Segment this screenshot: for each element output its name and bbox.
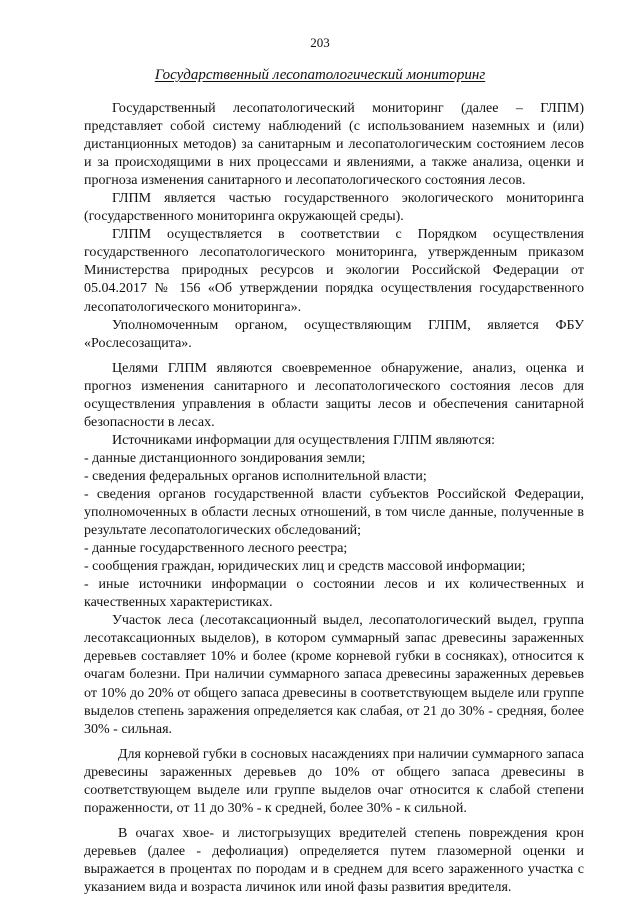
paragraph-glpm-procedure: ГЛПМ осуществляется в соответствии с Порядком осуществления государственного лесопатологического мониторинга, утвержденным приказом Министерства природных ресурсов и экологии Российской Федерации от 05.04.2017 № 156 «Об утверждении порядка осуществления государственного лесопатологического мониторинга».	[84, 227, 584, 315]
list-item-remote-sensing: - данные дистанционного зондирования земли;	[84, 450, 366, 466]
paragraph-glpm-definition: Государственный лесопатологический мониторинг (далее – ГЛПМ) представляет собой систему наблюдений (с использованием наземных и (или) дистанционных методов) за санитарным и лесопатологическим состоянием лесов и за происходящими в них процессами и явлениями, а также анализа, оценки и прогноза изменения санитарного и лесопатологического состояния лесов.	[84, 101, 584, 189]
list-item-citizen-reports: - сообщения граждан, юридических лиц и средств массовой информации;	[84, 559, 526, 575]
page-number: 203	[310, 35, 330, 50]
list-item-federal-bodies: - сведения федеральных органов исполнительной власти;	[84, 468, 427, 484]
paragraph-glpm-part-of: ГЛПМ является частью государственного экологического мониторинга (государственного мониторинга окружающей среды).	[84, 191, 584, 225]
list-item-forest-registry: - данные государственного лесного реестра;	[84, 541, 348, 557]
paragraph-goals: Целями ГЛПМ являются своевременное обнаружение, анализ, оценка и прогноз изменения санитарного и лесопатологического состояния лесов для осуществления управления в области защиты лесов и обеспечения санитарной безопасности в лесах.	[84, 360, 584, 430]
list-item-other-sources: - иные источники информации о состоянии лесов и их количественных и качественных характеристиках.	[84, 577, 584, 611]
list-item-regional-bodies: - сведения органов государственной власти субъектов Российской Федерации, уполномоченных в области лесных отношений, в том числе данные, полученные в результате лесопатологических обследований;	[84, 486, 584, 539]
body-text	[84, 100, 584, 897]
paragraph-root-sponge: Для корневой губки в сосновых насаждениях при наличии суммарного запаса древесины зараженных деревьев до 10% от общего запаса древесины в соответствующем выделе или группе выделов очаг относится к слабой степени пораженности, от 11 до 30% - к средней, более 30% - к сильной.	[84, 746, 584, 816]
paragraph-sources-intro: Источниками информации для осуществления ГЛПМ являются:	[112, 432, 496, 448]
paragraph-authorized-body: Уполномоченным органом, осуществляющим ГЛПМ, является ФБУ «Рослесозащита».	[84, 317, 584, 351]
section-heading: Государственный лесопатологический мониторинг	[154, 67, 486, 83]
paragraph-defoliation: В очагах хвое- и листогрызущих вредителей степень повреждения крон деревьев (далее - дефолиация) определяется путем глазомерной оценки и выражается в процентах по породам и в среднем для всего зараженного участка с указанием вида и возраста личинок или иной фазы развития вредителя.	[84, 825, 584, 895]
paragraph-disease-foci: Участок леса (лесотаксационный выдел, лесопатологический выдел, группа лесотаксационных выделов), в котором суммарный запас древесины зараженных деревьев составляет 10% и более (кроме корневой губки в сосняках), относится к очагам болезни. При наличии суммарного запаса древесины зараженных деревьев от 10% до 20% от общего запаса древесины в соответствующем выделе или группе выделов степень заражения определяется как слабая, от 21 до 30% - средняя, более 30% - сильная.	[84, 613, 584, 737]
